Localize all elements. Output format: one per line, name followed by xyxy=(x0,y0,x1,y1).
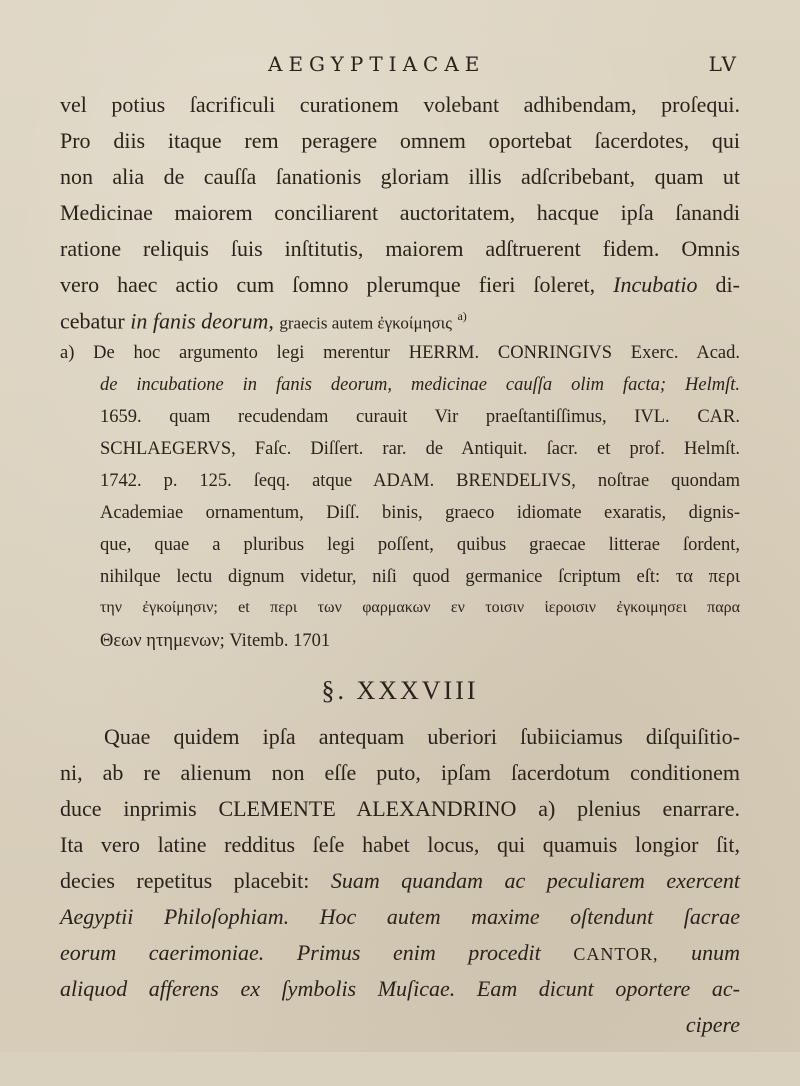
section-heading: §. XXXVIII xyxy=(321,676,479,705)
footnote-line: Θεων ητημενων; Vitemb. 1701 xyxy=(100,631,331,651)
footnote-line: 1659. quam recudendam curauit Vir praeſtantiſſimus, IVL. CAR. xyxy=(100,407,740,427)
body-line-mixed xyxy=(60,870,740,892)
body-line: ni, ab re alienum non eſſe puto, ipſam ſacerdotum conditionem xyxy=(60,760,740,785)
footnote-line: de incubatione in fanis deorum, medicinae cauſſa olim facta; Helmſt. xyxy=(100,375,740,395)
body-line: duce inprimis CLEMENTE ALEXANDRINO a) plenius enarrare. xyxy=(60,796,740,821)
body-line-mixed xyxy=(60,310,740,332)
catchword: cipere xyxy=(685,1012,740,1037)
italic-quotation: Suam quandam ac peculiarem exercent xyxy=(330,868,741,893)
italic-phrase: in fanis deorum, xyxy=(130,308,274,334)
body-line-mixed xyxy=(60,274,740,296)
running-title: AEGYPTIACAE xyxy=(268,52,486,76)
italic-quotation: eorum caerimoniae. Primus enim procedit xyxy=(60,940,541,965)
footnote-line: SCHLAEGERVS, Faſc. Diſſert. rar. de Antiquit. ſacr. et prof. Helmſt. xyxy=(100,439,740,459)
footnote-line: 1742. p. 125. ſeqq. atque ADAM. BRENDELIVS, noſtrae quondam xyxy=(100,471,740,491)
body-text: cebatur xyxy=(60,308,125,334)
body-line: non alia de cauſſa ſanationis gloriam illis adſcribebant, quam ut xyxy=(60,164,740,189)
body-line: Pro diis itaque rem peragere omnem oportebat ſacerdotes, qui xyxy=(60,128,740,153)
body-line: Quae quidem ipſa antequam uberiori ſubiiciamus diſquiſitio- xyxy=(104,724,740,749)
italic-quotation-line: Aegyptii Philoſophiam. Hoc autem maxime oſtendunt ſacrae xyxy=(60,904,740,929)
footnote-line: Academiae ornamentum, Diſſ. binis, graeco idiomate exaratis, dignis- xyxy=(100,503,740,523)
italic-term: Incubatio xyxy=(613,272,698,297)
italic-quotation-line: aliquod afferens ex ſymbolis Muſicae. Eam dicunt oportere ac- xyxy=(60,976,740,1001)
hyphenated-fragment: di- xyxy=(715,272,740,297)
italic-quotation: unum xyxy=(691,940,741,965)
body-text: graecis autem ἐγκοίμησις xyxy=(279,313,452,333)
footnote-line: nihilque lectu dignum videtur, niſi quod germanice ſcriptum eſt: τα περι xyxy=(100,567,740,587)
page-number: LV xyxy=(708,52,738,76)
footnote-line: a) De hoc argumento legi merentur HERRM. CONRINGIVS Exerc. Acad. xyxy=(60,343,740,363)
body-line: Medicinae maiorem conciliarent auctoritatem, hacque ipſa ſanandi xyxy=(60,200,740,225)
footnote-marker: a) xyxy=(457,309,467,323)
running-head xyxy=(60,52,738,76)
footnote-line: que, quae a pluribus legi poſſent, quibus graecae litterae ſordent, xyxy=(100,535,740,555)
body-line: ratione reliquis ſuis inſtitutis, maiorem adſtruerent fidem. Omnis xyxy=(60,236,740,261)
body-line: vel potius ſacrificuli curationem volebant adhibendam, proſequi. xyxy=(60,92,740,117)
body-line-mixed xyxy=(60,942,740,964)
body-text: decies repetitus placebit: xyxy=(60,868,310,893)
body-line: Ita vero latine redditus ſeſe habet locus, qui quamuis longior ſit, xyxy=(60,832,740,857)
footnote-line: την ἐγκοίμησιν; et περι των φαρμακων εν τοισιν ἱεροισιν ἐγκοιμησει παρα xyxy=(100,599,740,616)
main-text xyxy=(60,86,740,1086)
small-caps-word: CANTOR, xyxy=(573,944,659,964)
body-text: vero haec actio cum ſomno plerumque fieri ſoleret, xyxy=(60,272,596,297)
